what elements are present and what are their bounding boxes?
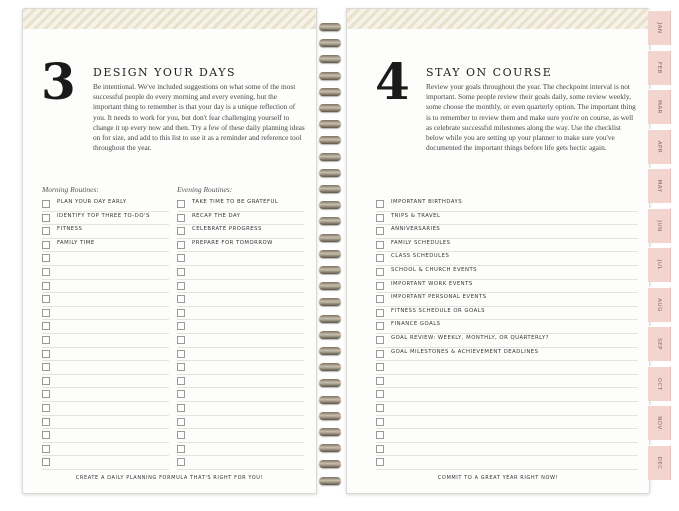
checklist-item-label: FITNESS SCHEDULE OR GOALS (391, 307, 486, 314)
checklist-item-label: GOAL MILESTONES & ACHIEVEMENT DEADLINES (391, 348, 539, 355)
checkbox-icon[interactable] (376, 458, 384, 466)
checklist-row[interactable] (42, 333, 169, 348)
spiral-ring (319, 347, 341, 355)
checkbox-icon[interactable] (42, 336, 50, 344)
intro-paragraph: Be intentional. We've included suggestions on what some of the most successful people do every morning and every evening, but the important thing to remember is that your day is a unique reflection of you. It needs to work for you, but don't fear challenging yourself to change it up every now and then. Try a few of these daily planning ideas on for size, and add to this list to use it as a reminder and reference tool throughout the year. (93, 82, 305, 153)
checklist-row[interactable] (177, 455, 304, 470)
checklist-row[interactable] (42, 292, 169, 307)
checkbox-icon[interactable] (177, 377, 185, 385)
checklist-row[interactable] (376, 224, 638, 239)
spiral-ring (319, 153, 341, 161)
checkbox-icon[interactable] (376, 377, 384, 385)
checklist-row[interactable] (376, 442, 638, 457)
checkbox-icon[interactable] (376, 295, 384, 303)
checkbox-icon[interactable] (177, 268, 185, 276)
checklist-row[interactable] (42, 251, 169, 266)
tab-label: NOV (656, 416, 662, 430)
tab-may[interactable] (648, 168, 671, 203)
spiral-ring (319, 185, 341, 193)
checkbox-icon[interactable] (177, 227, 185, 235)
tab-apr[interactable] (648, 129, 671, 164)
checkbox-icon[interactable] (376, 390, 384, 398)
morning-routines-title: Morning Routines: (42, 185, 99, 194)
tab-label: DEC (656, 455, 662, 470)
checklist-row[interactable] (42, 224, 169, 239)
checklist-row[interactable] (177, 211, 304, 226)
tab-oct[interactable] (648, 366, 671, 401)
spiral-ring (319, 331, 341, 339)
tab-aug[interactable] (648, 287, 671, 322)
checklist-row[interactable] (42, 401, 169, 416)
spiral-ring (319, 23, 341, 31)
checkbox-icon[interactable] (376, 363, 384, 371)
checkbox-icon[interactable] (42, 268, 50, 276)
checkbox-icon[interactable] (177, 363, 185, 371)
checklist-row[interactable] (376, 251, 638, 266)
checkbox-icon[interactable] (376, 336, 384, 344)
checklist-item-label: IDENTIFY TOP THREE TO-DO'S (57, 212, 150, 219)
section-number: 4 (375, 52, 410, 111)
month-tabs (648, 10, 672, 492)
checkbox-icon[interactable] (376, 241, 384, 249)
spiral-ring (319, 412, 341, 420)
checklist-row[interactable] (376, 415, 638, 430)
checkbox-icon[interactable] (42, 322, 50, 330)
spiral-ring (319, 55, 341, 63)
checklist-row[interactable] (376, 374, 638, 389)
spiral-ring (319, 234, 341, 242)
tab-label: AUG (656, 297, 662, 312)
checklist-row[interactable] (376, 360, 638, 375)
checklist-row[interactable] (177, 401, 304, 416)
checkbox-icon[interactable] (177, 309, 185, 317)
checkbox-icon[interactable] (177, 445, 185, 453)
checkbox-icon[interactable] (376, 445, 384, 453)
spiral-ring (319, 72, 341, 80)
checklist-row[interactable] (42, 442, 169, 457)
checklist-row[interactable] (177, 360, 304, 375)
spiral-ring (319, 120, 341, 128)
checklist-row[interactable] (376, 387, 638, 402)
spiral-ring (319, 282, 341, 290)
checklist-row[interactable] (42, 319, 169, 334)
spiral-ring (319, 169, 341, 177)
tab-jul[interactable] (648, 247, 671, 282)
checklist-item-label: FAMILY SCHEDULES (391, 239, 451, 246)
right-page (346, 8, 650, 494)
checklist-row[interactable] (177, 306, 304, 321)
tab-dec[interactable] (648, 445, 671, 480)
checklist-row[interactable] (42, 211, 169, 226)
checkbox-icon[interactable] (42, 458, 50, 466)
checklist-row[interactable] (42, 279, 169, 294)
checklist-row[interactable] (42, 197, 169, 212)
checklist-row[interactable] (42, 387, 169, 402)
checklist-row[interactable] (177, 251, 304, 266)
checkbox-icon[interactable] (376, 431, 384, 439)
checkbox-icon[interactable] (42, 309, 50, 317)
checklist-row[interactable] (177, 374, 304, 389)
tab-label: FEB (656, 61, 662, 74)
spiral-ring (319, 460, 341, 468)
tab-label: MAY (656, 179, 662, 193)
checklist-row[interactable] (177, 197, 304, 212)
checklist-row[interactable] (177, 347, 304, 362)
checklist-row[interactable] (376, 279, 638, 294)
checklist-row[interactable] (376, 401, 638, 416)
tab-label: JAN (656, 22, 662, 34)
tab-sep[interactable] (648, 326, 671, 361)
section-number: 3 (41, 52, 76, 111)
checklist-row[interactable] (376, 428, 638, 443)
checkbox-icon[interactable] (42, 241, 50, 249)
checkbox-icon[interactable] (376, 322, 384, 330)
spiral-ring (319, 396, 341, 404)
checklist-row[interactable] (42, 347, 169, 362)
checkbox-icon[interactable] (42, 377, 50, 385)
checkbox-icon[interactable] (177, 336, 185, 344)
checkbox-icon[interactable] (376, 227, 384, 235)
checklist-item-label: FAMILY TIME (57, 239, 95, 246)
checkbox-icon[interactable] (42, 445, 50, 453)
tab-jun[interactable] (648, 208, 671, 243)
checkbox-icon[interactable] (42, 282, 50, 290)
checkbox-icon[interactable] (42, 431, 50, 439)
checkbox-icon[interactable] (177, 322, 185, 330)
checkbox-icon[interactable] (376, 418, 384, 426)
checklist-row[interactable] (376, 306, 638, 321)
tab-mar[interactable] (648, 89, 671, 124)
tab-label: JUL (656, 259, 662, 271)
checklist-row[interactable] (376, 333, 638, 348)
checklist-row[interactable] (376, 197, 638, 212)
checkbox-icon[interactable] (177, 404, 185, 412)
spiral-ring (319, 201, 341, 209)
spiral-ring (319, 266, 341, 274)
tab-nov[interactable] (648, 405, 671, 440)
checkbox-icon[interactable] (376, 282, 384, 290)
left-page (22, 8, 317, 494)
checkbox-icon[interactable] (42, 418, 50, 426)
checklist-item-label: ANNIVERSARIES (391, 226, 441, 233)
section-title: DESIGN YOUR DAYS (93, 66, 237, 79)
spiral-ring (319, 136, 341, 144)
checklist-row[interactable] (42, 238, 169, 253)
checkbox-icon[interactable] (177, 390, 185, 398)
checklist-row[interactable] (42, 374, 169, 389)
spiral-ring (319, 477, 341, 485)
spiral-ring (319, 379, 341, 387)
checklist-item-label: CELEBRATE PROGRESS (192, 226, 262, 233)
checklist-item-label: IMPORTANT BIRTHDAYS (391, 199, 463, 205)
checklist-row[interactable] (177, 415, 304, 430)
checklist-row[interactable] (376, 347, 638, 362)
checklist-row[interactable] (376, 292, 638, 307)
checkbox-icon[interactable] (376, 214, 384, 222)
spiral-ring (319, 88, 341, 96)
checklist-item-label: PLAN YOUR DAY EARLY (57, 199, 127, 205)
checkbox-icon[interactable] (177, 254, 185, 262)
tab-label: APR (656, 140, 662, 153)
checklist-item-label: PREPARE FOR TOMORROW (192, 239, 273, 246)
checklist-row[interactable] (177, 238, 304, 253)
checkbox-icon[interactable] (42, 254, 50, 262)
checklist-row[interactable] (42, 306, 169, 321)
checklist-row[interactable] (42, 428, 169, 443)
spiral-ring (319, 250, 341, 258)
checklist-row[interactable] (376, 265, 638, 280)
page-footer: COMMIT TO A GREAT YEAR RIGHT NOW! (437, 475, 559, 481)
checkbox-icon[interactable] (42, 350, 50, 358)
checkbox-icon[interactable] (177, 241, 185, 249)
spiral-ring (319, 39, 341, 47)
checklist-row[interactable] (177, 442, 304, 457)
checkbox-icon[interactable] (376, 200, 384, 208)
spiral-ring (319, 298, 341, 306)
checklist-item-label: IMPORTANT PERSONAL EVENTS (391, 294, 487, 301)
checklist-item-label: FINANCE GOALS (391, 321, 441, 328)
checkbox-icon[interactable] (376, 309, 384, 317)
checklist-row[interactable] (42, 360, 169, 375)
checkbox-icon[interactable] (177, 282, 185, 290)
checkbox-icon[interactable] (376, 404, 384, 412)
checklist-item-label: TAKE TIME TO BE GRATEFUL (192, 199, 279, 205)
checklist-item-label: TRIPS & TRAVEL (391, 212, 441, 219)
tab-feb[interactable] (648, 50, 671, 85)
checkbox-icon[interactable] (177, 418, 185, 426)
checkbox-icon[interactable] (376, 268, 384, 276)
evening-routines-title: Evening Routines: (177, 185, 233, 194)
spiral-ring (319, 104, 341, 112)
checklist-row[interactable] (177, 428, 304, 443)
checklist-row[interactable] (177, 387, 304, 402)
section-title: STAY ON COURSE (426, 66, 553, 79)
checklist-row[interactable] (42, 455, 169, 470)
checkbox-icon[interactable] (42, 295, 50, 303)
checkbox-icon[interactable] (376, 254, 384, 262)
intro-paragraph: Review your goals throughout the year. The checkpoint interval is not important. Some people review their goals daily, some review weekly, some choose the monthly, or even quarterly option. The important thing is to remember to review them and make sure you're on course, as well as celebrate successful milestones along the way. Use the checklist below while you are setting up your planner to make sure you've documented the important things before life gets hectic again. (426, 82, 636, 153)
checklist-item-label: CLASS SCHEDULES (391, 253, 450, 260)
checkbox-icon[interactable] (177, 295, 185, 303)
tab-label: JUN (656, 219, 662, 232)
checklist-row[interactable] (376, 319, 638, 334)
checklist-item-label: IMPORTANT WORK EVENTS (391, 280, 473, 287)
page-footer: CREATE A DAILY PLANNING FORMULA THAT'S RIGHT FOR YOU! (75, 475, 264, 481)
checklist-row[interactable] (42, 265, 169, 280)
checkbox-icon[interactable] (177, 214, 185, 222)
checklist-row[interactable] (376, 238, 638, 253)
checklist-row[interactable] (177, 319, 304, 334)
checkbox-icon[interactable] (42, 200, 50, 208)
spiral-ring (319, 444, 341, 452)
spiral-ring (319, 428, 341, 436)
checklist-item-label: GOAL REVIEW: WEEKLY, MONTHLY, OR QUARTERLY? (391, 335, 549, 341)
checklist-row[interactable] (376, 455, 638, 470)
checklist-row[interactable] (177, 224, 304, 239)
checklist-row[interactable] (177, 292, 304, 307)
checkbox-icon[interactable] (42, 404, 50, 412)
checklist-row[interactable] (177, 265, 304, 280)
checklist-row[interactable] (376, 211, 638, 226)
spiral-ring (319, 217, 341, 225)
checklist-row[interactable] (177, 333, 304, 348)
checklist-item-label: SCHOOL & CHURCH EVENTS (391, 267, 478, 273)
checkbox-icon[interactable] (42, 227, 50, 235)
checklist-row[interactable] (42, 415, 169, 430)
decorative-stripe (347, 9, 649, 29)
checkbox-icon[interactable] (42, 390, 50, 398)
checklist-row[interactable] (177, 279, 304, 294)
checkbox-icon[interactable] (177, 200, 185, 208)
spiral-ring (319, 315, 341, 323)
checkbox-icon[interactable] (42, 214, 50, 222)
tab-label: SEP (656, 338, 662, 350)
spiral-binding (315, 15, 346, 485)
checklist-item-label: FITNESS (57, 226, 83, 233)
spiral-ring (319, 363, 341, 371)
checkbox-icon[interactable] (177, 350, 185, 358)
checkbox-icon[interactable] (376, 350, 384, 358)
checkbox-icon[interactable] (42, 363, 50, 371)
tab-label: MAR (656, 100, 662, 114)
checkbox-icon[interactable] (177, 458, 185, 466)
decorative-stripe (23, 9, 316, 29)
tab-label: OCT (656, 376, 662, 391)
checkbox-icon[interactable] (177, 431, 185, 439)
tab-jan[interactable] (648, 10, 671, 45)
checklist-item-label: RECAP THE DAY (192, 212, 241, 219)
